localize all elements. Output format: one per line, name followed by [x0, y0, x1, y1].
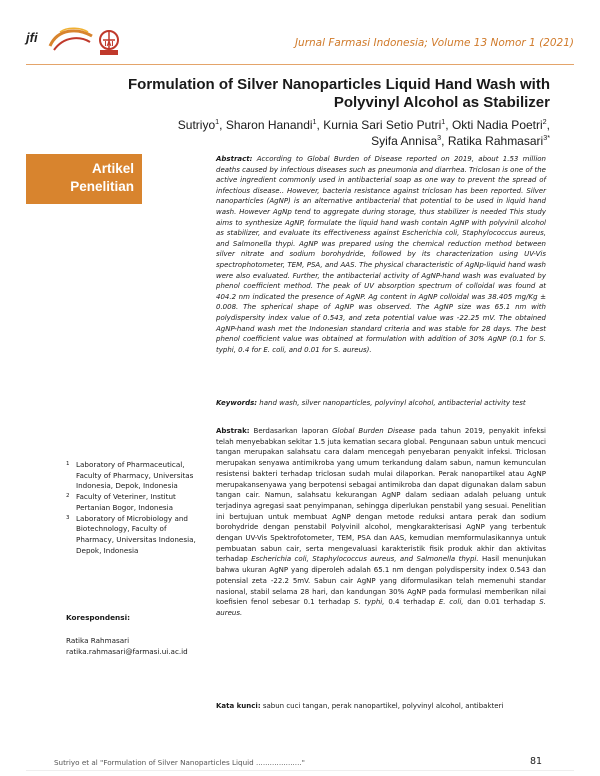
- correspondence-name: Ratika Rahmasari: [66, 636, 130, 645]
- affiliation-number: 3: [66, 514, 70, 521]
- author-separator: ,: [441, 134, 448, 148]
- journal-citation-header: Jurnal Farmasi Indonesia; Volume 13 Nomor 1 (2021): [294, 37, 574, 49]
- article-title: [70, 76, 550, 112]
- iai-logo-text: IAI: [104, 41, 114, 48]
- title-line-1: Formulation of Silver Nanoparticles Liquid Hand Wash with: [128, 76, 550, 93]
- author-affiliation-sup: 2: [542, 117, 547, 126]
- swirl-logo-icon: [48, 26, 94, 52]
- affiliation-number: 2: [66, 493, 70, 500]
- affiliation-item: [66, 514, 206, 557]
- page-number: 81: [530, 756, 543, 767]
- abstrak-italic-1: Global Burden Disease: [332, 427, 416, 435]
- author-name: Syifa Annisa: [371, 134, 438, 148]
- author-name: Sutriyo: [177, 118, 216, 132]
- affiliation-text: Faculty of Veteriner, Institut Pertanian Bogor, Indonesia: [76, 492, 176, 512]
- correspondence-email[interactable]: ratika.rahmasari@farmasi.ui.ac.id: [66, 646, 188, 656]
- kata-kunci-text: sabun cuci tangan, perak nanopartikel, polyvinyl alcohol, antibakteri: [262, 702, 504, 710]
- author-affiliation-sup: 3*: [543, 133, 550, 142]
- keywords-text: hand wash, silver nanoparticles, polyvinyl alcohol, antibacterial activity test: [259, 399, 526, 407]
- author-name: Ratika Rahmasari: [447, 134, 544, 148]
- title-line-2: Polyvinyl Alcohol as Stabilizer: [333, 94, 550, 111]
- abstract-english: [216, 154, 546, 355]
- abstrak-italic-4: E. coli,: [438, 598, 464, 607]
- abstract-text: According to Global Burden of Disease reported on 2019, about 1.53 million deaths caused by infectious diseases such as pneumonia and diarrhea. Triclosan is one of the active ingredient commonly used in antibacterial soap as one way to prevent the spread of infectious disease.. However, bacteria resistance against triclosan has been reported. Silver nanoparticles (AgNP) is an alternative antibacterial that potential to be used in liquid hand wash. However AgNp tend to aggregate during storage, thus stabilizer is needed This study aims to synthesize AgNP, formulate the liquid hand wash contain AgNP with polyvinil alcohol as stabilizer, and evaluate its effectiveness against Escherichia coli, Staphylococcus aureus, and Salmonella thypi. AgNP was prepared using the chemical reduction method between silver nitrate and sodium borohydride, followed by its characterization using UV-Vis spectrophotometer, TEM, PSA, and AAS. The physical characteristic of AgNp-liquid hand wash were also evaluated. Further, the antibacterial activity of AgNP-hand wash was evaluated by phenol coefficient method. The peak of UV absorption spectrum of colloidal was found at 404.2 nm indicated the presence of AgNP. Ag content in AgNP colloidal was 38.405 mg/Kg ± 0.008. The spherical shape of AgNP was observed. The AgNP size was 65.1 nm with polydispersity index value of 0.543, and zeta potential value was -22.25 mV. The obtained AgNP-hand wash met the Indonesian standard criteria and was stable for 28 days. The best phenol coefficient value was obtained at formulation with addition of 30% AgNP (0.1 for S. typhi, 0.4 for E. coli, and 0.01 for S. aureus).: [216, 155, 546, 354]
- affiliation-text: Laboratory of Microbiology and Biotechnology, Faculty of Pharmacy, Universitas Indonesia, Depok, Indonesia: [76, 513, 196, 555]
- abstrak-label: Abstrak:: [216, 427, 250, 435]
- author-name: Sharon Hanandi: [225, 118, 313, 132]
- article-type-line-1: Artikel: [91, 161, 134, 176]
- abstract-label: Abstract:: [216, 155, 253, 163]
- affiliation-list: [66, 460, 206, 556]
- keywords-english: [216, 398, 546, 409]
- abstrak-text-1: Berdasarkan laporan: [253, 427, 329, 435]
- header-divider: [26, 64, 574, 65]
- abstract-indonesian: [216, 426, 546, 619]
- author-affiliation-sup: 3: [437, 133, 442, 142]
- author-name: Kurnia Sari Setio Putri: [323, 118, 442, 132]
- author-line-2: [60, 133, 550, 149]
- correspondence-label: Korespondensi:: [66, 613, 130, 622]
- abstrak-italic-2: Escherichia coli, Staphylococcus aureus, and Salmonella thypi.: [251, 555, 479, 564]
- abstrak-text-5: dan 0.01 terhadap: [467, 598, 536, 607]
- correspondence-block: [66, 613, 206, 657]
- author-list: [60, 117, 550, 149]
- author-line-1: [60, 117, 550, 133]
- author-affiliation-sup: 1: [215, 117, 220, 126]
- affiliation-item: [66, 460, 206, 492]
- footer-divider: [26, 770, 574, 771]
- keywords-indonesian: [216, 701, 546, 712]
- jfi-logo-text: jfi: [26, 30, 38, 45]
- author-separator: ,: [316, 118, 324, 132]
- abstrak-italic-3: S. typhi,: [354, 598, 385, 607]
- abstrak-text-4: 0.4 terhadap: [388, 598, 435, 607]
- affiliation-number: 1: [66, 461, 70, 467]
- footer-citation: Sutriyo et al "Formulation of Silver Nanoparticles Liquid ....................": [54, 758, 305, 767]
- abstrak-text-2: pada tahun 2019, penyakit infeksi telah menyebabkan sekitar 1.5 juta kematian secara global. Pengunaan sabun untuk mencuci tangan merupakan salahsatu cara dalam mencegah penyebaran penyakit infeksi. Triclosan merupakan senyawa antimikroba yang umum terkandung dalam sabun, namun kemunculan resistensi bakteri terhadap triclosan sudah mulai dilaporkan. Perak nanopartikel atau AgNP merupakansenyawa yang berpotensi sebagai antimikroba dan dapat digunakan dalam sabun tangan cair. Namun, salahsatu kekurangan AgNP dalam sediaan adalah peluang untuk terjadinya agregasi saat penyimpanan, sehingga diperlukan penstabil yang sesuai. Penelitian ini bertujuan untuk membuat AgNP dengan metode reduksi antara perak dan sodium borohydride dengan penstabil Polyvinil alcohol, mengkarakterisasi AgNP yang terbentuk dengan UV-Vis Spektrofotometer, TEM, PSA dan AAS, kemudian memformulasikannya untuk pembuatan sabun cair, serta mengevaluasi karakteristik fisik produk akhir dan aktivitas terhadap: [216, 427, 546, 564]
- kata-kunci-label: Kata kunci:: [216, 702, 261, 710]
- affiliation-text: Laboratory of Pharmaceutical, Faculty of Pharmacy, Universitas Indonesia, Depok, Indonesia: [76, 460, 194, 491]
- affiliation-item: [66, 492, 206, 513]
- abstrak-italic-5: S. aureus.: [216, 598, 546, 617]
- abstrak-text-3: Hasil menunjukan bahwa ukuran AgNP yang diperoleh adalah 65.1 nm dengan polydispersity index 0.543 dan potensial zeta -22.2 5mV. Sabun cair AgNP yang diformulasikan telah memenuhi standar nasional, stabil selama 28 hari, dan kandungan 30% AgNP pada formulasi memberikan nilai koefisien fenol sebesar 0.1 terhadap: [216, 555, 546, 607]
- author-separator: ,: [546, 118, 550, 132]
- author-separator: ,: [445, 118, 452, 132]
- article-type-badge: [26, 154, 142, 204]
- author-separator: ,: [219, 118, 226, 132]
- author-affiliation-sup: 1: [312, 117, 317, 126]
- keywords-label: Keywords:: [216, 399, 258, 407]
- article-type-line-2: Penelitian: [70, 179, 134, 194]
- author-name: Okti Nadia Poetri: [451, 118, 543, 132]
- author-affiliation-sup: 1: [441, 117, 446, 126]
